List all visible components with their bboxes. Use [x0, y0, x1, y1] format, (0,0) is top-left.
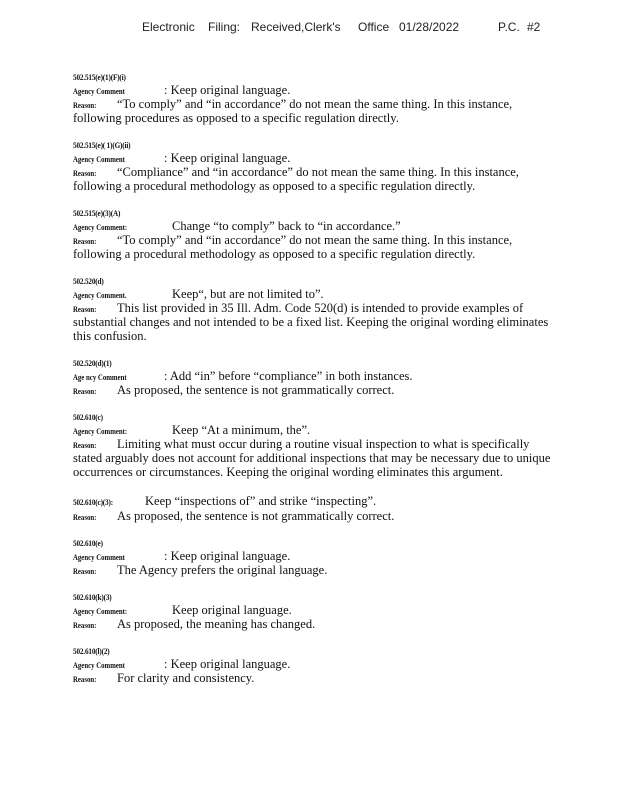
agency-comment-text: Keep original language.: [172, 603, 292, 617]
comment-entry: [73, 208, 613, 261]
reason-text: The Agency prefers the original language.: [117, 563, 328, 577]
agency-comment-text: Keep “inspections of” and strike “inspecting”.: [145, 494, 377, 508]
reason-label: Reason:: [73, 620, 97, 630]
agency-comment-label: Agency Comment: [73, 154, 125, 164]
agency-comment-text: : Keep original language.: [164, 549, 291, 563]
section-number: 502.610(c)(3):: [73, 497, 113, 507]
agency-comment-text: Keep“, but are not limited to”.: [172, 287, 324, 301]
section-number: 502.515(e)(1)(F)(i): [73, 72, 126, 82]
agency-comment-text: Keep “At a minimum, the”.: [172, 423, 311, 437]
reason-text: “To comply” and “in accordance” do not mean the same thing. In this instance,: [117, 97, 513, 111]
reason-continuation: occurrences or circumstances. Keeping the original wording eliminates this argument.: [73, 465, 503, 479]
agency-comment-label: Agency Comment: [73, 552, 125, 562]
reason-text: As proposed, the meaning has changed.: [117, 617, 316, 631]
comment-entry: [73, 646, 613, 685]
reason-label: Reason:: [73, 440, 97, 450]
section-number: 502.515(e)( 1)(G)(ii): [73, 140, 131, 150]
agency-comment-label: Agency Comment: [73, 660, 125, 670]
comment-entry: [73, 494, 613, 523]
reason-continuation: following a procedural methodology as opposed to a specific regulation directly.: [73, 247, 476, 261]
agency-comment-text: : Keep original language.: [164, 83, 291, 97]
header-received: Received,Clerk's: [251, 20, 341, 34]
header-pc: P.C.: [498, 20, 520, 34]
header-electronic: Electronic: [142, 20, 195, 34]
agency-comment-label: Agency Comment:: [73, 426, 128, 436]
section-number: 502.520(d)(1): [73, 358, 112, 368]
comment-entry: [73, 592, 613, 631]
header-filing: Filing:: [208, 20, 241, 34]
agency-comment-text: : Add “in” before “compliance” in both instances.: [164, 369, 413, 383]
section-number: 502.610(e): [73, 538, 103, 548]
section-number: 502.610(l)(2): [73, 646, 110, 656]
reason-text: For clarity and consistency.: [117, 671, 255, 685]
reason-text: This list provided in 35 Ill. Adm. Code 520(d) is intended to provide examples of: [117, 301, 524, 315]
agency-comment-label: Age ncy Comment: [73, 372, 127, 382]
comment-entry: [73, 538, 613, 577]
agency-comment-label: Agency Comment: [73, 86, 125, 96]
comment-entry: [73, 412, 613, 479]
agency-comment-label: Agency Comment:: [73, 222, 128, 232]
reason-label: Reason:: [73, 168, 97, 178]
agency-comment-text: : Keep original language.: [164, 657, 291, 671]
reason-text: “To comply” and “in accordance” do not mean the same thing. In this instance,: [117, 233, 513, 247]
reason-label: Reason:: [73, 674, 97, 684]
comment-list: [73, 72, 613, 700]
comment-entry: [73, 140, 613, 193]
reason-label: Reason:: [73, 304, 97, 314]
reason-continuation: stated arguably does not account for additional inspections that may be necessary due to unique: [73, 451, 551, 465]
reason-label: Reason:: [73, 236, 97, 246]
section-number: 502.610(k)(3): [73, 592, 112, 602]
reason-continuation: substantial changes and not intended to be a fixed list. Keeping the original wording eliminates: [73, 315, 549, 329]
header-pc-number: #2: [527, 20, 541, 34]
agency-comment-text: Change “to comply” back to “in accordance.”: [172, 219, 401, 233]
comment-entry: [73, 276, 613, 343]
agency-comment-text: : Keep original language.: [164, 151, 291, 165]
reason-text: “Compliance” and “in accordance” do not mean the same thing. In this instance,: [117, 165, 519, 179]
reason-label: Reason:: [73, 566, 97, 576]
reason-continuation: this confusion.: [73, 329, 147, 343]
reason-text: Limiting what must occur during a routine visual inspection to what is specifically: [117, 437, 530, 451]
reason-label: Reason:: [73, 386, 97, 396]
reason-label: Reason:: [73, 512, 97, 522]
reason-label: Reason:: [73, 100, 97, 110]
reason-continuation: following a procedural methodology as opposed to a specific regulation directly.: [73, 179, 476, 193]
filing-stamp-header: [0, 20, 618, 36]
reason-text: As proposed, the sentence is not grammatically correct.: [117, 509, 395, 523]
comment-entry: [73, 72, 613, 125]
reason-text: As proposed, the sentence is not grammatically correct.: [117, 383, 395, 397]
header-office: Office: [358, 20, 390, 34]
section-number: 502.515(e)(3)(A): [73, 208, 121, 218]
comment-entry: [73, 358, 613, 397]
section-number: 502.520(d): [73, 276, 104, 286]
header-date: 01/28/2022: [399, 20, 460, 34]
agency-comment-label: Agency Comment.: [73, 290, 127, 300]
reason-continuation: following procedures as opposed to a specific regulation directly.: [73, 111, 399, 125]
agency-comment-label: Agency Comment:: [73, 606, 128, 616]
section-number: 502.610(c): [73, 412, 103, 422]
